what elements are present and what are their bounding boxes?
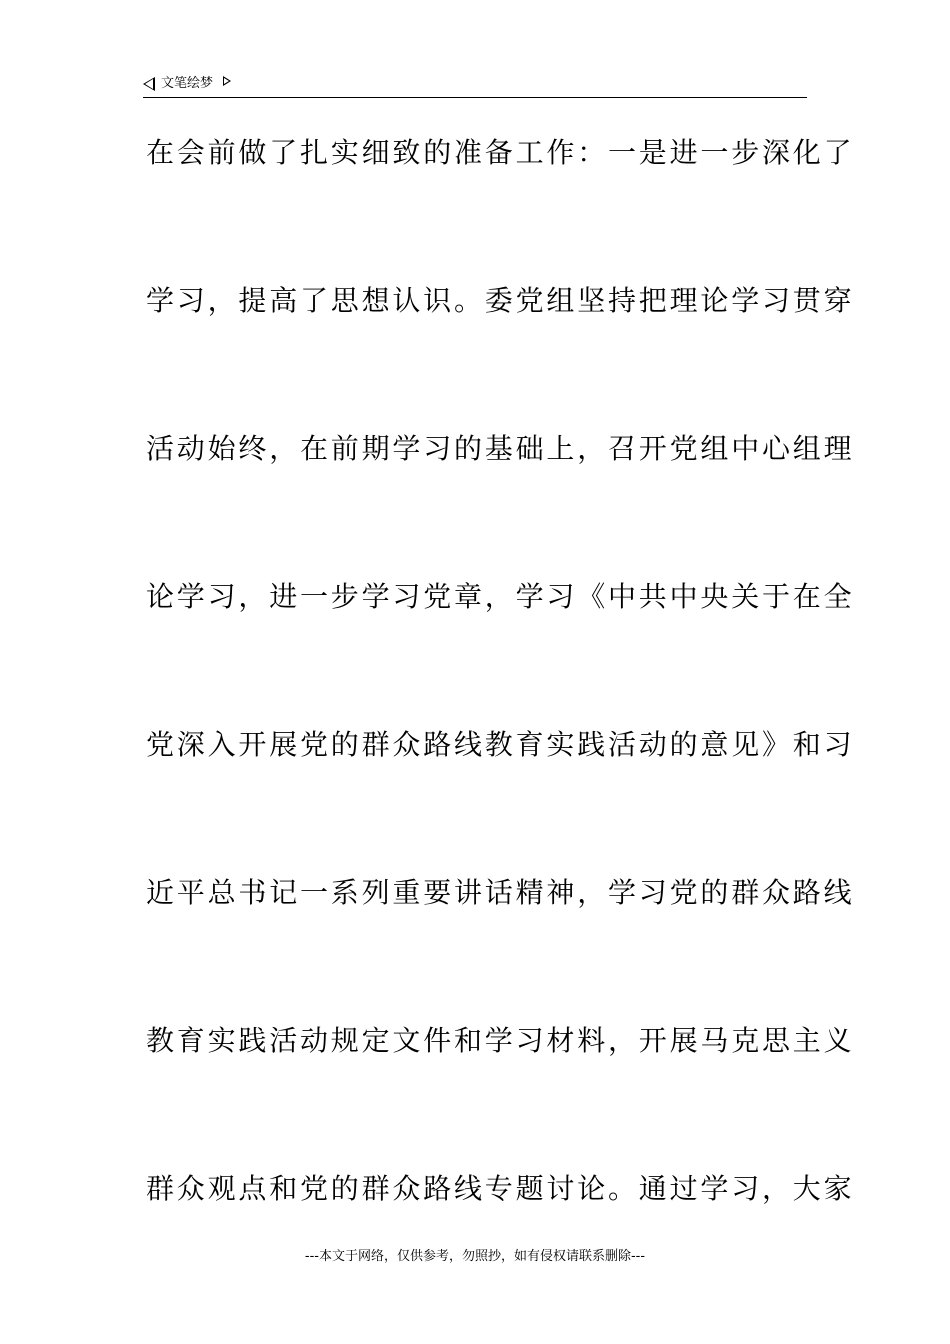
- body-line-5: 党深入开展党的群众路线教育实践活动的意见》和习: [146, 728, 855, 761]
- body-line-6: 近平总书记一系列重要讲话精神，学习党的群众路线: [146, 876, 855, 909]
- body-line-1: 在会前做了扎实细致的准备工作：一是进一步深化了: [146, 136, 855, 169]
- body-line-8: 群众观点和党的群众路线专题讨论。通过学习，大家: [146, 1172, 855, 1205]
- body-line-3: 活动始终，在前期学习的基础上，召开党组中心组理: [146, 432, 855, 465]
- body-line-4: 论学习，进一步学习党章，学习《中共中央关于在全: [146, 580, 855, 613]
- header-brand: [143, 74, 231, 94]
- document-body: [146, 128, 855, 1312]
- body-line-2: 学习，提高了思想认识。委党组坚持把理论学习贯穿: [146, 284, 855, 317]
- triangle-right-icon: [223, 76, 231, 86]
- header-brand-text: 文笔绘梦: [161, 76, 214, 91]
- page-header: [143, 74, 807, 98]
- body-line-7: 教育实践活动规定文件和学习材料，开展马克思主义: [146, 1024, 855, 1057]
- footer-notice: ---本文于网络，仅供参考，勿照抄，如有侵权请联系删除---: [304, 1249, 646, 1264]
- triangle-left-icon: [143, 77, 155, 91]
- header-divider: [143, 97, 807, 98]
